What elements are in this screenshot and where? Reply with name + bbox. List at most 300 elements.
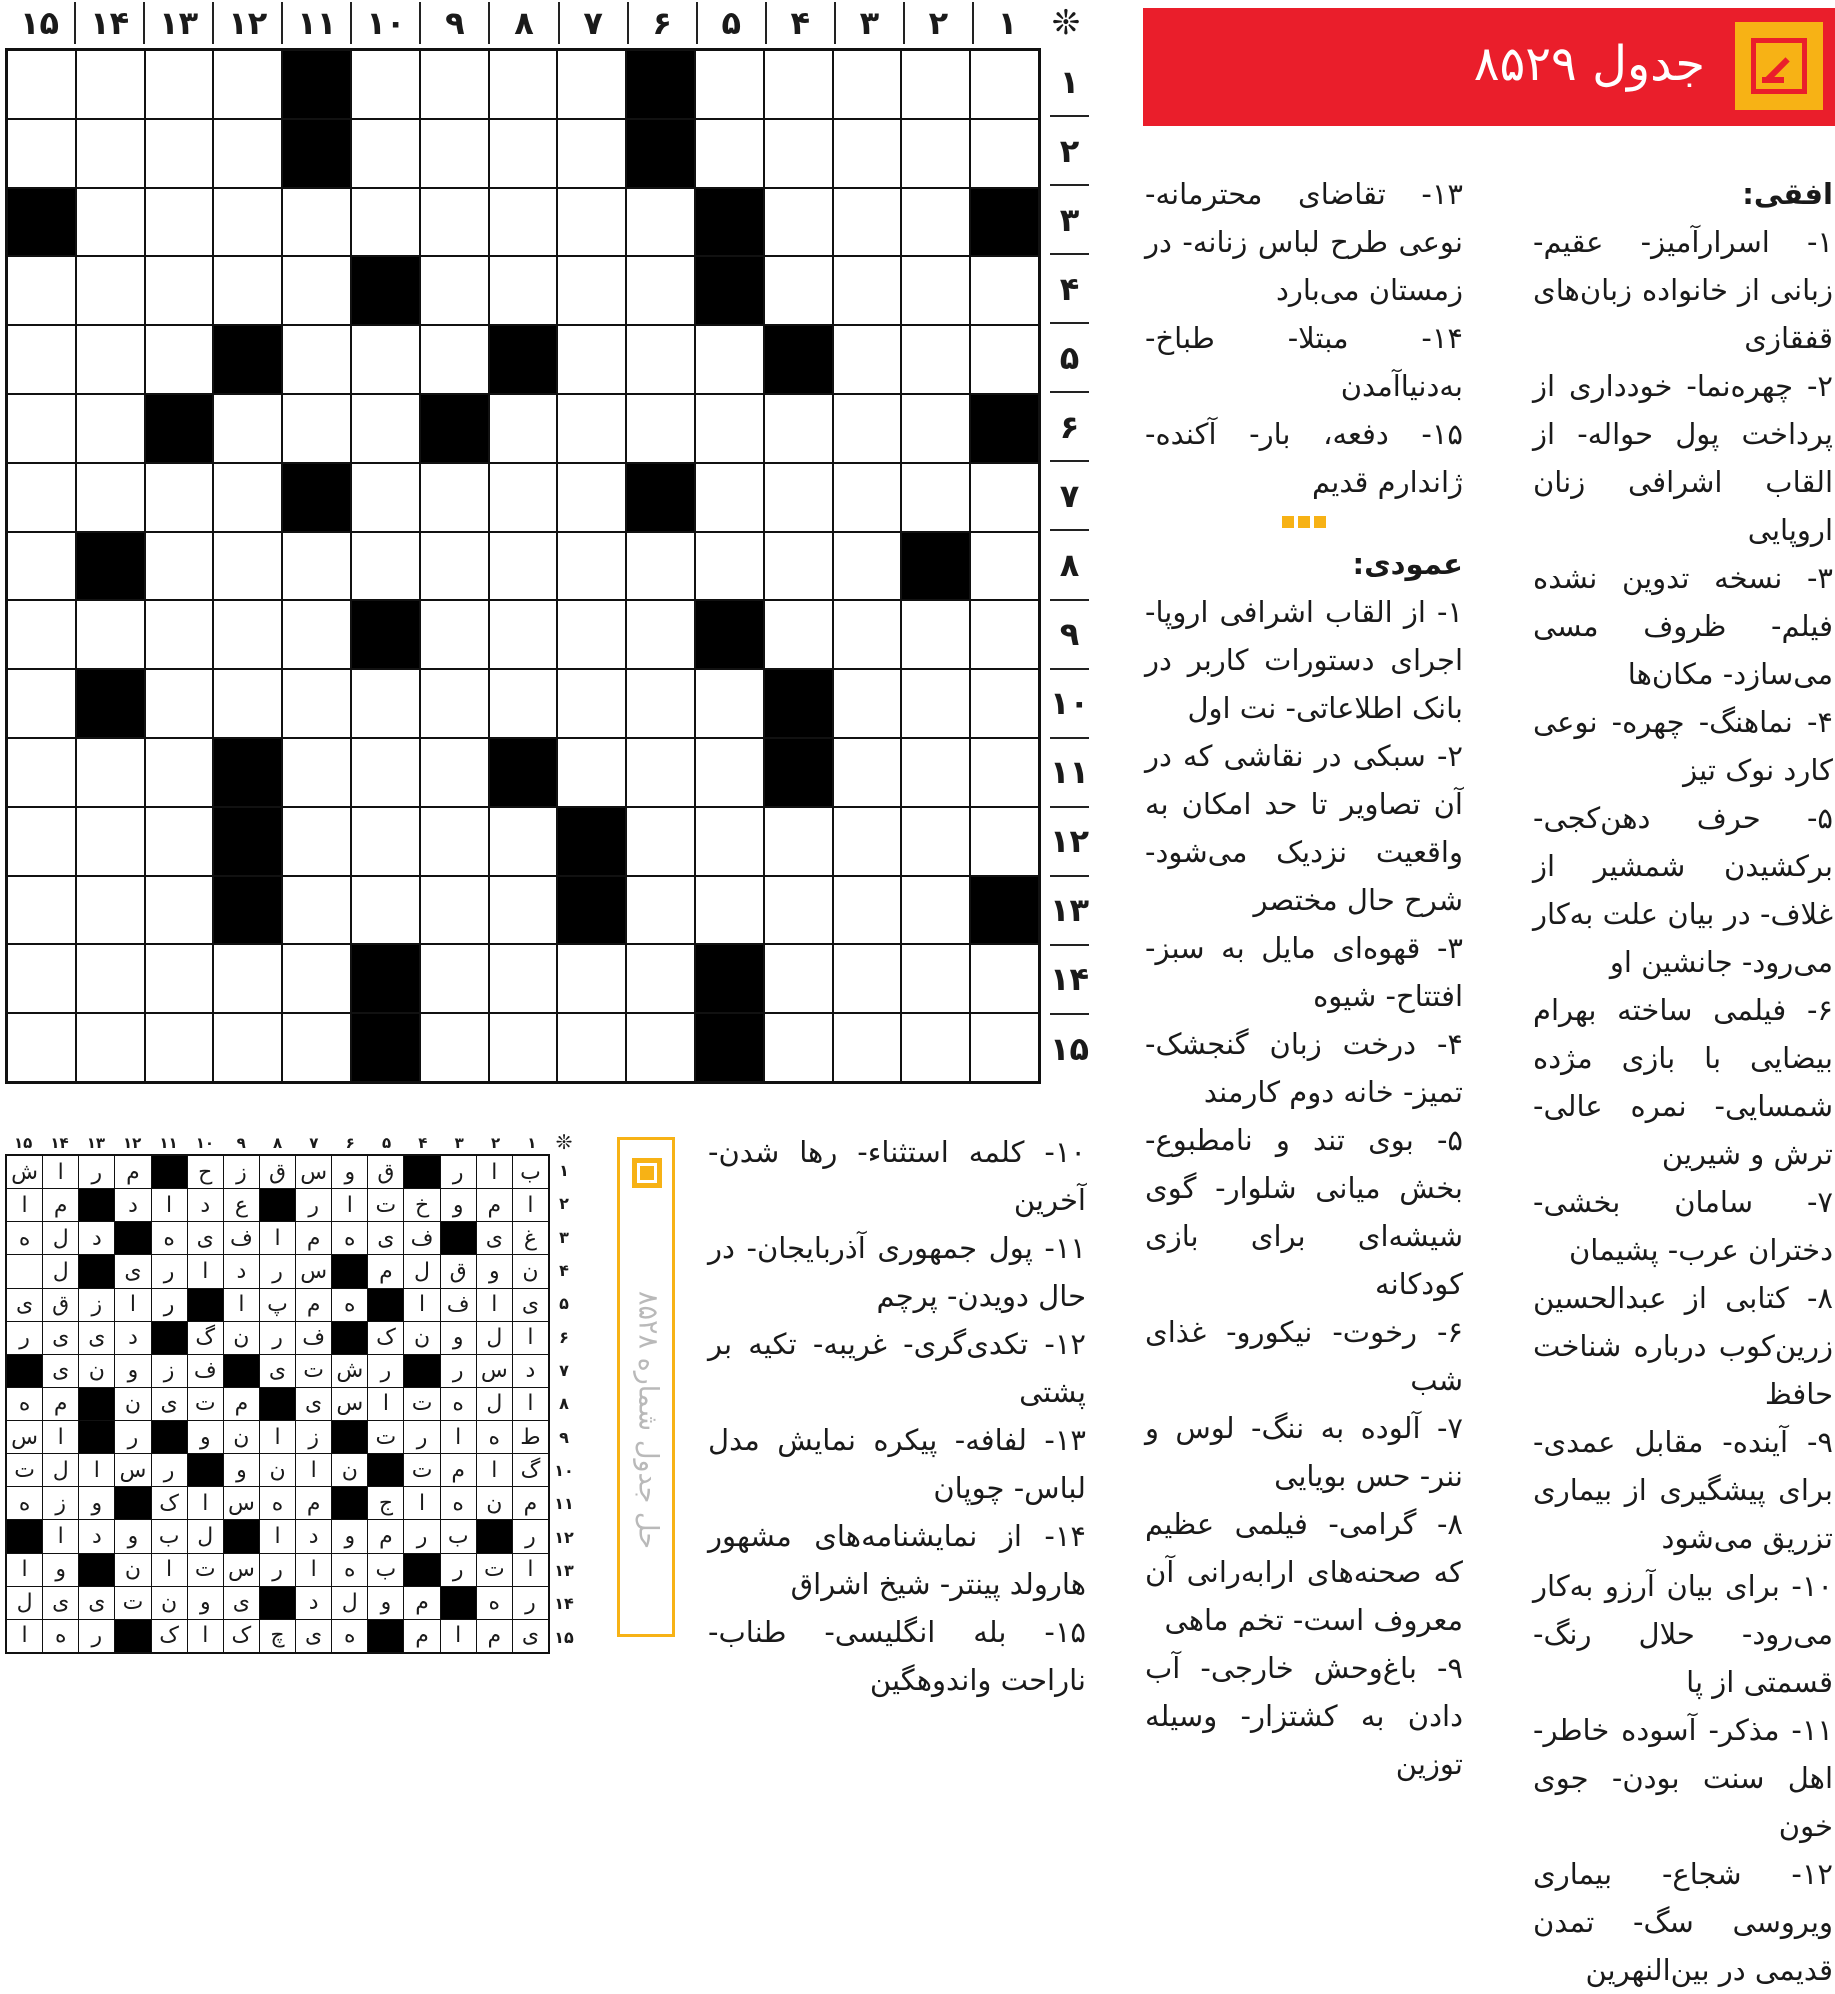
answer-cell[interactable] bbox=[696, 533, 763, 600]
solution-letter-cell: د bbox=[79, 1222, 114, 1254]
answer-cell[interactable] bbox=[902, 877, 969, 944]
answer-cell[interactable] bbox=[283, 945, 350, 1012]
answer-cell[interactable] bbox=[765, 533, 832, 600]
row-numbers bbox=[1044, 48, 1088, 1084]
answer-cell[interactable] bbox=[971, 739, 1038, 806]
column-number: ۱۰ bbox=[350, 2, 419, 44]
answer-cell[interactable] bbox=[627, 601, 694, 668]
answer-cell[interactable] bbox=[352, 808, 419, 875]
answer-cell[interactable] bbox=[971, 326, 1038, 393]
solution-letter-cell: ت bbox=[7, 1454, 42, 1486]
answer-cell[interactable] bbox=[8, 395, 75, 462]
solution-letter-cell: ا bbox=[152, 1554, 187, 1586]
answer-cell[interactable] bbox=[765, 1014, 832, 1081]
answer-cell[interactable] bbox=[558, 395, 625, 462]
answer-cell[interactable] bbox=[283, 189, 350, 256]
solution-column-number: ۱۳ bbox=[86, 1134, 105, 1152]
black-cell bbox=[77, 533, 144, 600]
answer-cell[interactable] bbox=[421, 51, 488, 118]
answer-cell[interactable] bbox=[352, 670, 419, 737]
answer-cell[interactable] bbox=[146, 877, 213, 944]
answer-cell[interactable] bbox=[421, 464, 488, 531]
answer-cell[interactable] bbox=[558, 189, 625, 256]
answer-cell[interactable] bbox=[77, 945, 144, 1012]
answer-cell[interactable] bbox=[77, 51, 144, 118]
answer-cell[interactable] bbox=[421, 945, 488, 1012]
answer-cell[interactable] bbox=[421, 670, 488, 737]
answer-cell[interactable] bbox=[765, 395, 832, 462]
solution-letter-cell: ت bbox=[404, 1388, 439, 1420]
answer-cell[interactable] bbox=[77, 257, 144, 324]
solution-black-cell bbox=[152, 1156, 187, 1188]
answer-cell[interactable] bbox=[8, 1014, 75, 1081]
answer-cell[interactable] bbox=[627, 877, 694, 944]
answer-cell[interactable] bbox=[77, 808, 144, 875]
solution-row-number: ۸ bbox=[559, 1394, 569, 1414]
answer-cell[interactable] bbox=[971, 464, 1038, 531]
answer-cell[interactable] bbox=[352, 395, 419, 462]
solution-letter-cell: ن bbox=[79, 1355, 114, 1387]
answer-cell[interactable] bbox=[902, 189, 969, 256]
answer-cell[interactable] bbox=[627, 533, 694, 600]
solution-letter-cell: ا bbox=[477, 1289, 512, 1321]
answer-cell[interactable] bbox=[77, 1014, 144, 1081]
answer-cell[interactable] bbox=[352, 739, 419, 806]
answer-cell[interactable] bbox=[421, 739, 488, 806]
across-clue: ۱۲- شجاع- بیماری ویروسی سگ- تمدن قدیمی در بین‌النهرین bbox=[1533, 1857, 1833, 1987]
answer-cell[interactable] bbox=[214, 533, 281, 600]
answer-cell[interactable] bbox=[834, 739, 901, 806]
answer-cell[interactable] bbox=[834, 670, 901, 737]
answer-cell[interactable] bbox=[558, 326, 625, 393]
answer-cell[interactable] bbox=[696, 326, 763, 393]
answer-cell[interactable] bbox=[77, 326, 144, 393]
answer-cell[interactable] bbox=[834, 1014, 901, 1081]
solution-column-number: ۸ bbox=[272, 1134, 283, 1152]
answer-cell[interactable] bbox=[214, 464, 281, 531]
answer-cell[interactable] bbox=[214, 189, 281, 256]
answer-cell[interactable] bbox=[558, 670, 625, 737]
answer-cell[interactable] bbox=[421, 1014, 488, 1081]
answer-cell[interactable] bbox=[902, 464, 969, 531]
answer-cell[interactable] bbox=[765, 945, 832, 1012]
answer-cell[interactable] bbox=[214, 601, 281, 668]
solution-black-cell bbox=[115, 1620, 150, 1652]
answer-cell[interactable] bbox=[214, 120, 281, 187]
answer-cell[interactable] bbox=[77, 120, 144, 187]
solution-letter-cell: ن bbox=[404, 1322, 439, 1354]
answer-cell[interactable] bbox=[77, 739, 144, 806]
answer-cell[interactable] bbox=[352, 326, 419, 393]
answer-cell[interactable] bbox=[627, 326, 694, 393]
answer-cell[interactable] bbox=[902, 739, 969, 806]
answer-cell[interactable] bbox=[558, 739, 625, 806]
answer-cell[interactable] bbox=[902, 670, 969, 737]
solution-letter-cell: و bbox=[441, 1189, 476, 1221]
solution-letter-cell: ت bbox=[368, 1421, 403, 1453]
answer-cell[interactable] bbox=[8, 120, 75, 187]
answer-cell[interactable] bbox=[283, 326, 350, 393]
answer-cell[interactable] bbox=[834, 533, 901, 600]
solution-letter-cell: ت bbox=[188, 1388, 223, 1420]
answer-cell[interactable] bbox=[283, 533, 350, 600]
column-number: ۱۴ bbox=[74, 2, 143, 44]
solution-letter-cell: ز bbox=[79, 1289, 114, 1321]
answer-cell[interactable] bbox=[696, 120, 763, 187]
solution-letter-cell: ا bbox=[441, 1620, 476, 1652]
solution-letter-cell: ر bbox=[7, 1322, 42, 1354]
solution-letter-cell: د bbox=[224, 1255, 259, 1287]
black-cell bbox=[971, 877, 1038, 944]
answer-cell[interactable] bbox=[421, 257, 488, 324]
black-cell bbox=[627, 51, 694, 118]
answer-cell[interactable] bbox=[283, 395, 350, 462]
solution-letter-cell: ا bbox=[296, 1454, 331, 1486]
solution-letter-cell: ب bbox=[368, 1554, 403, 1586]
answer-cell[interactable] bbox=[558, 257, 625, 324]
answer-cell[interactable] bbox=[283, 877, 350, 944]
answer-cell[interactable] bbox=[627, 1014, 694, 1081]
solution-letter-cell: س bbox=[296, 1156, 331, 1188]
answer-cell[interactable] bbox=[834, 464, 901, 531]
answer-cell[interactable] bbox=[352, 51, 419, 118]
answer-cell[interactable] bbox=[77, 395, 144, 462]
answer-cell[interactable] bbox=[8, 808, 75, 875]
answer-cell[interactable] bbox=[696, 877, 763, 944]
answer-cell[interactable] bbox=[8, 464, 75, 531]
answer-cell[interactable] bbox=[765, 189, 832, 256]
answer-cell[interactable] bbox=[214, 945, 281, 1012]
answer-cell[interactable] bbox=[146, 257, 213, 324]
answer-cell[interactable] bbox=[421, 601, 488, 668]
solution-row-number: ۱۳ bbox=[554, 1561, 574, 1581]
answer-cell[interactable] bbox=[283, 257, 350, 324]
solution-letter-cell: ر bbox=[441, 1355, 476, 1387]
solution-black-cell bbox=[441, 1587, 476, 1619]
answer-cell[interactable] bbox=[558, 601, 625, 668]
answer-cell[interactable] bbox=[352, 877, 419, 944]
solution-label: حل جدول شماره ۸۵۲۸ bbox=[632, 1290, 664, 1550]
answer-cell[interactable] bbox=[834, 51, 901, 118]
solution-letter-cell: ف bbox=[441, 1289, 476, 1321]
solution-letter-cell: ه bbox=[152, 1222, 187, 1254]
answer-cell[interactable] bbox=[490, 257, 557, 324]
solution-letter-cell: ا bbox=[513, 1189, 548, 1221]
answer-cell[interactable] bbox=[421, 120, 488, 187]
answer-cell[interactable] bbox=[490, 189, 557, 256]
crossword-grid bbox=[5, 48, 1041, 1084]
answer-cell[interactable] bbox=[146, 189, 213, 256]
answer-cell[interactable] bbox=[971, 533, 1038, 600]
solution-letter-cell: ن bbox=[513, 1255, 548, 1287]
answer-cell[interactable] bbox=[8, 326, 75, 393]
answer-cell[interactable] bbox=[971, 670, 1038, 737]
solution-letter-cell: ن bbox=[224, 1421, 259, 1453]
down-clue: ۲- سبکی در نقاشی که در آن تصاویر تا حد امکان به واقعیت نزدیک می‌شود- شرح حال مختصر bbox=[1145, 739, 1463, 917]
solution-black-cell bbox=[404, 1355, 439, 1387]
answer-cell[interactable] bbox=[834, 395, 901, 462]
answer-cell[interactable] bbox=[214, 257, 281, 324]
solution-row-numbers bbox=[551, 1154, 577, 1654]
solution-letter-cell: د bbox=[79, 1520, 114, 1552]
answer-cell[interactable] bbox=[214, 1014, 281, 1081]
answer-cell[interactable] bbox=[971, 601, 1038, 668]
solution-letter-cell: ک bbox=[224, 1620, 259, 1652]
solution-letter-cell: ل bbox=[7, 1587, 42, 1619]
answer-cell[interactable] bbox=[146, 739, 213, 806]
answer-cell[interactable] bbox=[558, 120, 625, 187]
answer-cell[interactable] bbox=[490, 1014, 557, 1081]
solution-letter-cell: ا bbox=[224, 1289, 259, 1321]
answer-cell[interactable] bbox=[971, 945, 1038, 1012]
solution-letter-cell: م bbox=[477, 1620, 512, 1652]
answer-cell[interactable] bbox=[627, 395, 694, 462]
answer-cell[interactable] bbox=[971, 51, 1038, 118]
answer-cell[interactable] bbox=[77, 601, 144, 668]
answer-cell[interactable] bbox=[558, 51, 625, 118]
solution-letter-cell: ن bbox=[477, 1487, 512, 1519]
solution-letter-cell: د bbox=[115, 1189, 150, 1221]
across-clue: ۱۴- مبتلا- طباخ- به‌دنیاآمدن bbox=[1145, 321, 1463, 403]
across-clue: ۴- نماهنگ- چهره- نوعی کارد نوک تیز bbox=[1533, 705, 1833, 787]
solution-letter-cell: ر bbox=[513, 1587, 548, 1619]
solution-black-cell bbox=[115, 1222, 150, 1254]
answer-cell[interactable] bbox=[765, 120, 832, 187]
solution-black-cell bbox=[79, 1388, 114, 1420]
solution-row-number: ۱۲ bbox=[554, 1527, 574, 1547]
answer-cell[interactable] bbox=[971, 808, 1038, 875]
answer-cell[interactable] bbox=[627, 739, 694, 806]
answer-cell[interactable] bbox=[8, 670, 75, 737]
answer-cell[interactable] bbox=[146, 326, 213, 393]
solution-letter-cell: ج bbox=[368, 1487, 403, 1519]
answer-cell[interactable] bbox=[627, 808, 694, 875]
across-clue: ۶- فیلمی ساخته بهرام بیضایی با بازی مژده شمسایی- نمره عالی- ترش و شیرین bbox=[1533, 993, 1833, 1171]
answer-cell[interactable] bbox=[8, 601, 75, 668]
row-number: ۷ bbox=[1050, 462, 1089, 531]
answer-cell[interactable] bbox=[283, 739, 350, 806]
solution-letter-cell: ل bbox=[43, 1454, 78, 1486]
solution-column-number: ۹ bbox=[236, 1134, 246, 1152]
solution-letter-cell: ف bbox=[404, 1222, 439, 1254]
answer-cell[interactable] bbox=[8, 877, 75, 944]
answer-cell[interactable] bbox=[283, 808, 350, 875]
row-number: ۲ bbox=[1050, 117, 1089, 186]
answer-cell[interactable] bbox=[421, 326, 488, 393]
answer-cell[interactable] bbox=[902, 326, 969, 393]
answer-cell[interactable] bbox=[421, 189, 488, 256]
column-number: ۱۲ bbox=[212, 2, 281, 44]
answer-cell[interactable] bbox=[490, 808, 557, 875]
black-cell bbox=[283, 464, 350, 531]
solution-letter-cell: و bbox=[224, 1454, 259, 1486]
answer-cell[interactable] bbox=[902, 257, 969, 324]
answer-cell[interactable] bbox=[421, 877, 488, 944]
answer-cell[interactable] bbox=[627, 945, 694, 1012]
answer-cell[interactable] bbox=[765, 808, 832, 875]
answer-cell[interactable] bbox=[765, 601, 832, 668]
answer-cell[interactable] bbox=[490, 464, 557, 531]
answer-cell[interactable] bbox=[696, 808, 763, 875]
column-number: ۱ bbox=[972, 2, 1041, 44]
solution-letter-cell: س bbox=[224, 1554, 259, 1586]
answer-cell[interactable] bbox=[627, 670, 694, 737]
answer-cell[interactable] bbox=[558, 533, 625, 600]
solution-letter-cell: ل bbox=[404, 1255, 439, 1287]
answer-cell[interactable] bbox=[627, 189, 694, 256]
corner-star-icon: ❊ bbox=[1051, 3, 1081, 43]
answer-cell[interactable] bbox=[8, 739, 75, 806]
solution-letter-cell: ر bbox=[296, 1189, 331, 1221]
answer-cell[interactable] bbox=[283, 1014, 350, 1081]
answer-cell[interactable] bbox=[146, 601, 213, 668]
answer-cell[interactable] bbox=[696, 395, 763, 462]
solution-letter-cell: ه bbox=[441, 1487, 476, 1519]
answer-cell[interactable] bbox=[696, 464, 763, 531]
answer-cell[interactable] bbox=[77, 189, 144, 256]
answer-cell[interactable] bbox=[8, 533, 75, 600]
answer-cell[interactable] bbox=[283, 670, 350, 737]
answer-cell[interactable] bbox=[8, 945, 75, 1012]
solution-letter-cell: ا bbox=[260, 1421, 295, 1453]
solution-letter-cell: غ bbox=[513, 1222, 548, 1254]
answer-cell[interactable] bbox=[146, 808, 213, 875]
solution-letter-cell: ا bbox=[513, 1322, 548, 1354]
solution-black-cell bbox=[115, 1487, 150, 1519]
answer-cell[interactable] bbox=[352, 189, 419, 256]
column-number: ۳ bbox=[834, 2, 903, 44]
answer-cell[interactable] bbox=[834, 257, 901, 324]
answer-cell[interactable] bbox=[627, 257, 694, 324]
solution-letter-cell: د bbox=[188, 1189, 223, 1221]
solution-black-cell bbox=[224, 1520, 259, 1552]
answer-cell[interactable] bbox=[146, 670, 213, 737]
solution-letter-cell: ش bbox=[332, 1355, 367, 1387]
down-clue: ۱۳- لفافه- پیکره نمایش مدل لباس- چوپان bbox=[708, 1423, 1086, 1505]
answer-cell[interactable] bbox=[902, 808, 969, 875]
answer-cell[interactable] bbox=[490, 670, 557, 737]
answer-cell[interactable] bbox=[352, 120, 419, 187]
row-number: ۱ bbox=[1050, 48, 1089, 117]
answer-cell[interactable] bbox=[834, 601, 901, 668]
answer-cell[interactable] bbox=[902, 945, 969, 1012]
answer-cell[interactable] bbox=[902, 601, 969, 668]
answer-cell[interactable] bbox=[696, 51, 763, 118]
answer-cell[interactable] bbox=[283, 601, 350, 668]
answer-cell[interactable] bbox=[490, 51, 557, 118]
answer-cell[interactable] bbox=[696, 670, 763, 737]
solution-letter-cell: و bbox=[79, 1487, 114, 1519]
answer-cell[interactable] bbox=[765, 51, 832, 118]
solution-row-number: ۴ bbox=[559, 1261, 569, 1281]
solution-letter-cell: ی bbox=[224, 1587, 259, 1619]
answer-cell[interactable] bbox=[352, 464, 419, 531]
answer-cell[interactable] bbox=[146, 120, 213, 187]
solution-letter-cell: ط bbox=[513, 1421, 548, 1453]
answer-cell[interactable] bbox=[8, 51, 75, 118]
answer-cell[interactable] bbox=[146, 1014, 213, 1081]
solution-letter-cell: ی bbox=[368, 1222, 403, 1254]
solution-letter-cell: ی bbox=[296, 1620, 331, 1652]
answer-cell[interactable] bbox=[902, 120, 969, 187]
answer-cell[interactable] bbox=[146, 51, 213, 118]
black-cell bbox=[283, 120, 350, 187]
solution-letter-cell: ه bbox=[7, 1222, 42, 1254]
answer-cell[interactable] bbox=[77, 464, 144, 531]
answer-cell[interactable] bbox=[834, 945, 901, 1012]
answer-cell[interactable] bbox=[558, 464, 625, 531]
answer-cell[interactable] bbox=[834, 877, 901, 944]
answer-cell[interactable] bbox=[834, 189, 901, 256]
column-number: ۲ bbox=[903, 2, 972, 44]
black-cell bbox=[971, 395, 1038, 462]
answer-cell[interactable] bbox=[8, 257, 75, 324]
solution-letter-cell: س bbox=[332, 1388, 367, 1420]
answer-cell[interactable] bbox=[490, 533, 557, 600]
answer-cell[interactable] bbox=[902, 51, 969, 118]
solution-column-number: ۵ bbox=[381, 1134, 392, 1152]
answer-cell[interactable] bbox=[214, 51, 281, 118]
row-number: ۸ bbox=[1050, 531, 1089, 600]
answer-cell[interactable] bbox=[421, 808, 488, 875]
answer-cell[interactable] bbox=[490, 120, 557, 187]
answer-cell[interactable] bbox=[490, 601, 557, 668]
answer-cell[interactable] bbox=[834, 326, 901, 393]
solution-letter-cell: ا bbox=[152, 1189, 187, 1221]
answer-cell[interactable] bbox=[77, 877, 144, 944]
solution-black-cell bbox=[79, 1189, 114, 1221]
solution-column-number: ۲ bbox=[490, 1134, 501, 1152]
solution-column-number: ۱۰ bbox=[195, 1134, 214, 1152]
answer-cell[interactable] bbox=[971, 1014, 1038, 1081]
answer-cell[interactable] bbox=[971, 120, 1038, 187]
answer-cell[interactable] bbox=[834, 120, 901, 187]
answer-cell[interactable] bbox=[834, 808, 901, 875]
answer-cell[interactable] bbox=[902, 395, 969, 462]
answer-cell[interactable] bbox=[214, 395, 281, 462]
black-cell bbox=[352, 945, 419, 1012]
answer-cell[interactable] bbox=[558, 1014, 625, 1081]
answer-cell[interactable] bbox=[352, 533, 419, 600]
puzzle-title: جدول ۸۵۲۹ bbox=[1473, 36, 1705, 92]
answer-cell[interactable] bbox=[696, 739, 763, 806]
answer-cell[interactable] bbox=[765, 877, 832, 944]
answer-cell[interactable] bbox=[765, 257, 832, 324]
clues-across-column bbox=[1533, 170, 1833, 1994]
solution-letter-cell: ی bbox=[188, 1222, 223, 1254]
answer-cell[interactable] bbox=[902, 1014, 969, 1081]
solution-letter-cell: ا bbox=[332, 1189, 367, 1221]
answer-cell[interactable] bbox=[765, 464, 832, 531]
answer-cell[interactable] bbox=[146, 945, 213, 1012]
solution-letter-cell: و bbox=[332, 1520, 367, 1552]
answer-cell[interactable] bbox=[490, 877, 557, 944]
black-cell bbox=[627, 464, 694, 531]
answer-cell[interactable] bbox=[214, 670, 281, 737]
answer-cell[interactable] bbox=[558, 945, 625, 1012]
answer-cell[interactable] bbox=[421, 533, 488, 600]
answer-cell[interactable] bbox=[490, 395, 557, 462]
solution-letter-cell: ر bbox=[152, 1255, 187, 1287]
row-number: ۱۴ bbox=[1050, 946, 1089, 1015]
solution-column-number: ۷ bbox=[309, 1134, 319, 1152]
solution-letter-cell: ر bbox=[260, 1255, 295, 1287]
answer-cell[interactable] bbox=[146, 533, 213, 600]
answer-cell[interactable] bbox=[971, 257, 1038, 324]
answer-cell[interactable] bbox=[490, 945, 557, 1012]
across-clue: ۵- حرف دهن‌کجی- برکشیدن شمشیر از غلاف- در بیان علت به‌کار می‌رود- جانشین او bbox=[1533, 801, 1833, 979]
answer-cell[interactable] bbox=[146, 464, 213, 531]
